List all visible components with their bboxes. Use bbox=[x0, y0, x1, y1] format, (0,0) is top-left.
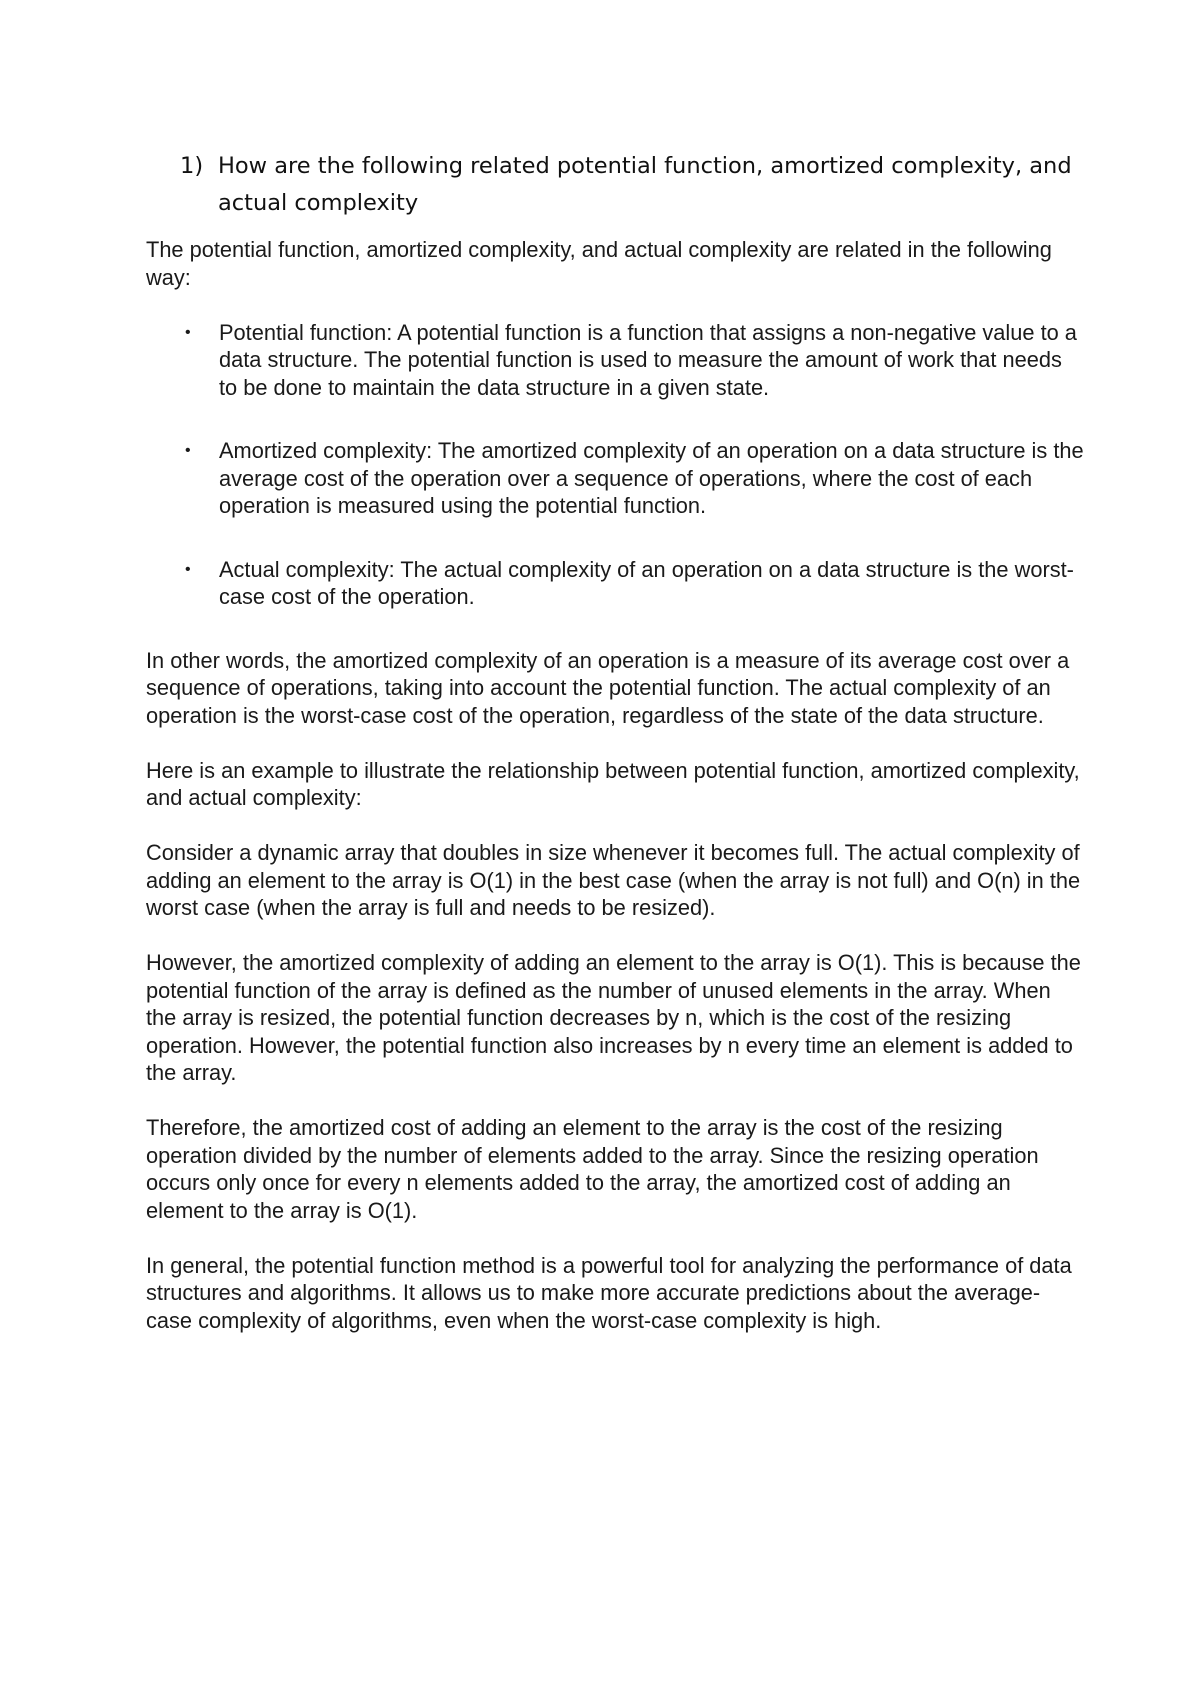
question-heading bbox=[180, 148, 1080, 222]
paragraph-dynamic-array: Consider a dynamic array that doubles in size whenever it becomes full. The actual complexity of adding an element to the array is O(1) in the best case (when the array is not full) and O(n) in the worst case (when the array is full and needs to be resized). bbox=[146, 840, 1081, 920]
paragraph-therefore: Therefore, the amortized cost of adding an element to the array is the cost of the resizing operation divided by the number of elements added to the array. Since the resizing operation occurs only once for every n elements added to the array, the amortized cost of adding an element to the array is O(1). bbox=[146, 1115, 1039, 1223]
list-item bbox=[146, 556, 1086, 611]
paragraph-in-general: In general, the potential function method is a powerful tool for analyzing the performance of data structures and algorithms. It allows us to make more accurate predictions about the average-case complexity of algorithms, even when the worst-case complexity is high. bbox=[146, 1252, 1072, 1333]
list-item bbox=[146, 319, 1086, 402]
bullet-icon: • bbox=[185, 560, 191, 578]
bullet-icon: • bbox=[185, 442, 191, 459]
definition-list bbox=[146, 319, 1086, 611]
list-item-text: Amortized complexity: The amortized complexity of an operation on a data structure is the average cost of the operation over a sequence of operations, where the cost of each operation is measured using the potential function. bbox=[219, 438, 1084, 518]
paragraph-in-other-words: In other words, the amortized complexity of an operation is a measure of its average cost over a sequence of operations, taking into account the potential function. The actual complexity of an operation is the worst-case cost of the operation, regardless of the state of the data structure. bbox=[146, 647, 1070, 728]
question-number: 1) bbox=[180, 153, 204, 179]
answer-body bbox=[146, 236, 1086, 1362]
list-item bbox=[146, 437, 1086, 520]
paragraph-amortized-explanation: However, the amortized complexity of adding an element to the array is O(1). This is because the potential function of the array is defined as the number of unused elements in the array. When the array is resized, the potential function decreases by n, which is the cost of the resizing operation. However, the potential function also increases by n every time an element is added to the array. bbox=[146, 950, 1081, 1085]
list-item-text: Actual complexity: The actual complexity of an operation on a data structure is the worst-case cost of the operation. bbox=[219, 556, 1074, 609]
bullet-icon: • bbox=[185, 323, 191, 341]
paragraph-example-intro: Here is an example to illustrate the relationship between potential function, amortized complexity, and actual complexity: bbox=[146, 757, 1080, 810]
list-item-text: Potential function: A potential function is a function that assigns a non-negative value to a data structure. The potential function is used to measure the amount of work that needs to be done to maintain the data structure in a given state. bbox=[219, 319, 1077, 400]
intro-paragraph: The potential function, amortized complexity, and actual complexity are related in the following way: bbox=[146, 237, 1052, 290]
question-text: How are the following related potential function, amortized complexity, and actual complexity bbox=[218, 153, 1072, 216]
